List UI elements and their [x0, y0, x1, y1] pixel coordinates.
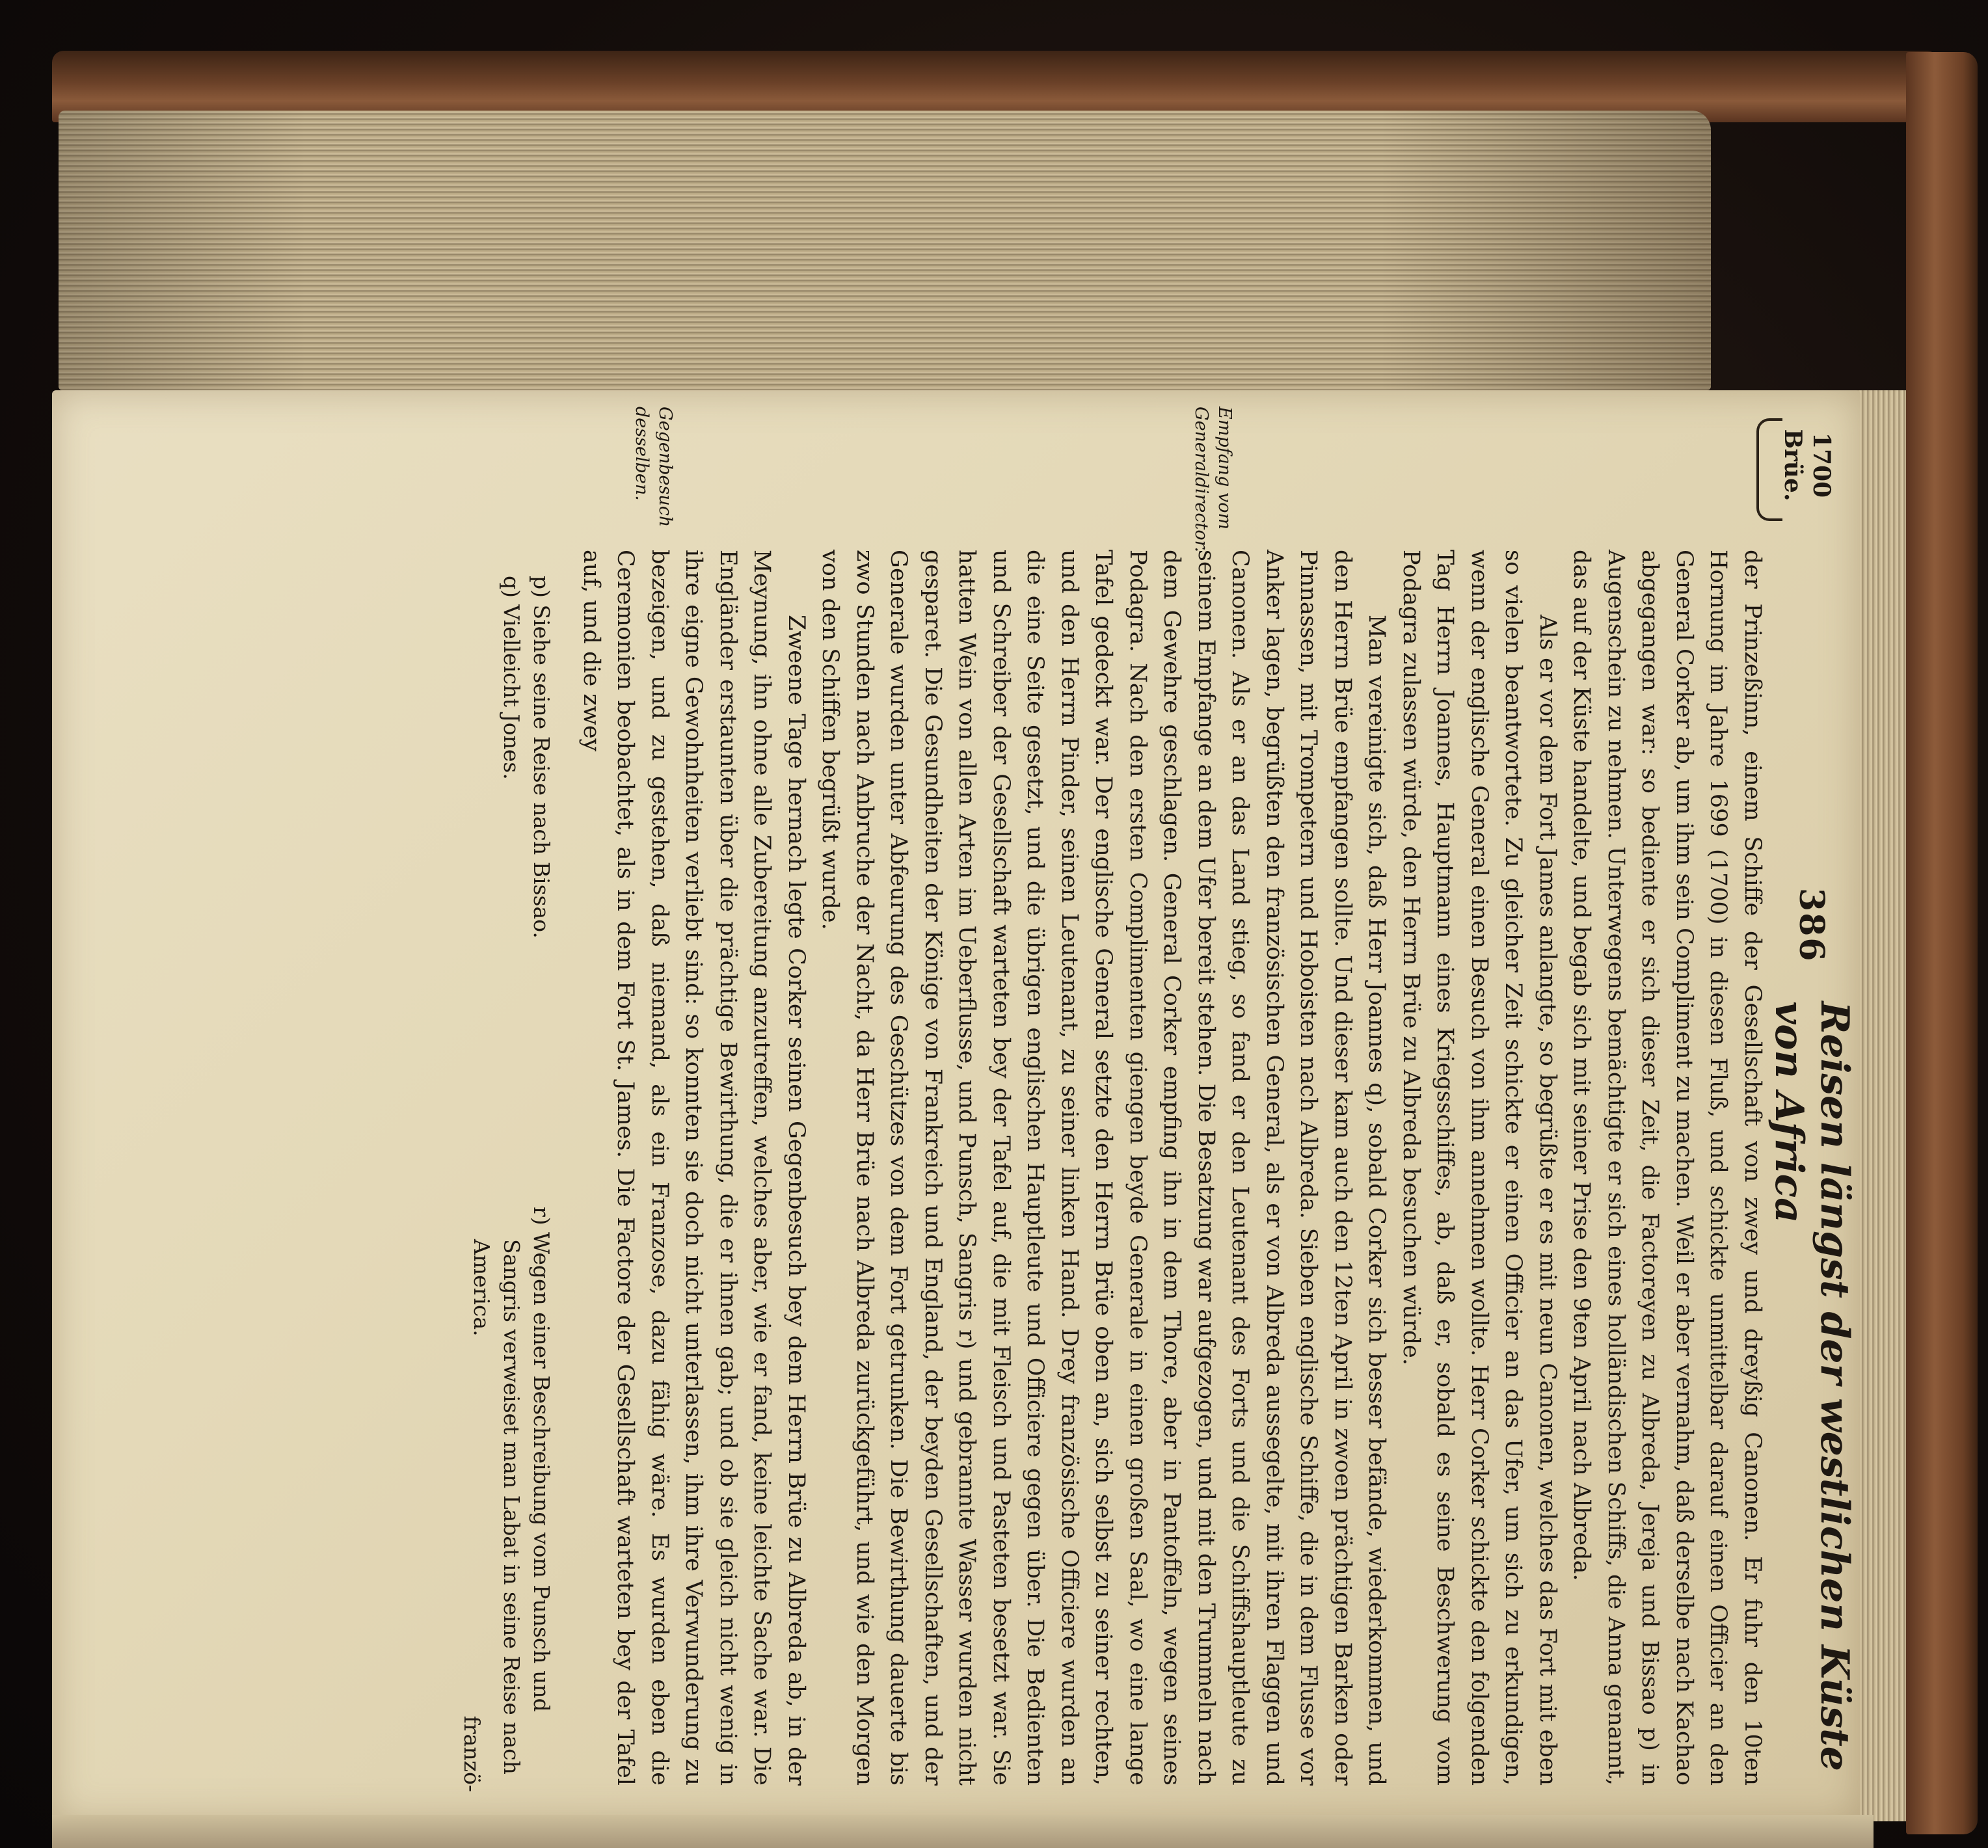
footnotes-left	[496, 576, 556, 1161]
footnote-q: q) Vielleicht Jones.	[499, 576, 524, 780]
catchword: franzö-	[459, 1715, 485, 1792]
paragraph-2: Als er vor dem Fort James anlangte, so begrüßte er es mit neun Canonen, welches das Fort mit eben so vielen beantwortete. Zu gleicher Zeit schickte er einen Officier an das Ufer, um sich zu erkundigen, wenn der englische General einen Besuch von ihm annehmen wollte. Herr Corker schickte den folgenden Tag Herrn Joannes, Hauptmann eines Kriegsschiffes, ab, daß er, sobald es seine Beschwerung vom Podagra zulassen würde, den Herrn Brüe zu Albreda besuchen würde.	[1398, 550, 1561, 1786]
paragraph-1: der Prinzeßinn, einem Schiffe der Gesellschaft von zwey und dreyßig Canonen. Er fuhr den 10ten Hornung im Jahre 1699 (1700) in diesen Fluß, und schickte unmittelbar darauf einen Officier an den General Corker ab, um ihm sein Compliment zu machen. Weil er aber vernahm, daß derselbe nach Kachao abgegangen war: so bediente er sich dieser Zeit, die Factoreyen zu Albreda, Jereja und Bissao p) in Augenschein zu nehmen. Unterwegens bemächtigte er sich eines holländischen Schiffs, die Anna genannt, das auf der Küste handelte, und begab sich mit seiner Prise den 9ten April nach Albreda.	[1568, 550, 1766, 1786]
book-cover-right-edge	[1906, 52, 1978, 1834]
margin-brace	[1756, 418, 1782, 521]
footnotes-right	[466, 1207, 556, 1792]
page-header	[1766, 888, 1857, 1799]
running-title: Reisen längst der westlichen Küste von Africa	[1766, 1001, 1857, 1771]
margin-note-reception: Empfang vom Generaldirector.	[1191, 407, 1235, 553]
page-edges-shadow	[59, 111, 1711, 390]
paragraph-4: Zweene Tage hernach legte Corker seinen Gegenbesuch bey dem Herrn Brüe zu Albreda ab, in der Meynung, ihn ohne alle Zubereitung anzutreffen, welches aber, wie er fand, keine leichte Sache war. Die Engländer erstaunten über die prächtige Bewirthung, die er ihnen gab; und ob sie gleich nicht wenig in ihre eigne Gewohnheiten verliebt sind: so konnten sie doch nicht unterlassen, ihm ihre Verwunderung zu bezeigen, und zu gestehen, daß niemand, als ein Franzose, dazu fähig wäre. Es wurden eben die Ceremonien beobachtet, als in dem Fort St. James. Die Factore der Gesellschaft warteten bey der Tafel auf, und die zwey	[578, 550, 809, 1786]
footnote-r-line2: Sangris verweiset man Labat in seine Reise nach America.	[469, 1239, 524, 1774]
footnote-p: p) Siehe seine Reise nach Bissao.	[529, 576, 554, 939]
paragraph-3: Man vereinigte sich, daß Herr Joannes q), sobald Corker sich besser befände, wiederkommen, und den Herrn Brüe empfangen sollte. Und dieser kam auch den 12ten April in zwoen prächtigen Barken oder Pinnassen, mit Trompetern und Hoboisten nach Albreda. Sieben englische Schiffe, die in dem Flusse vor Anker lagen, begrüßten den französischen General, als er von Albreda aussegelte, mit ihren Flaggen und Canonen. Als er an das Land stieg, so fand er den Leutenant des Forts und die Schiffshauptleute zu seinem Empfange an dem Ufer bereit stehen. Die Besatzung war aufgezogen, und mit den Trummeln nach dem Gewehre geschlagen. General Corker empfing ihn in dem Thore, aber in Pantoffeln, wegen seines Podagra. Nach den ersten Complimenten giengen beyde Generale in einen großen Saal, wo eine lange Tafel gedeckt war. Der englische General setzte den Herrn Brüe oben an, sich selbst zu seiner rechten, und den Herrn Pinder, seinen Leutenant, zu seiner linken Hand. Drey französische Officiere wurden an die eine Seite gesetzt, und die übrigen englischen Hauptleute und Officiere gegen über. Die Bedienten und Schreiber der Gesellschaft warteten bey der Tafel auf, die mit Fleisch und Pasteten besetzt war. Sie hatten Wein von allen Arten im Ueberflusse, und Punsch, Sangris r) und gebrannte Wasser wurden nicht gesparet. Die Gesundheiten der Könige von Frankreich und England, der beyden Gesellschaften, und der Generale wurden unter Abfeurung des Geschützes von dem Fort getrunken. Die Bewirthung dauerte bis zwo Stunden nach Anbruche der Nacht, da Herr Brüe nach Albreda zurückgeführt, und wie den Morgen von den Schiffen begrüßt wurde.	[817, 550, 1390, 1786]
page-number: 386	[1792, 888, 1832, 963]
next-page-strip	[52, 1815, 1874, 1848]
margin-year-author	[1779, 407, 1836, 524]
margin-year: 1700	[1808, 432, 1835, 498]
margin-note-return-visit: Gegenbesuch desselben.	[632, 407, 675, 528]
page-content	[117, 407, 1857, 1799]
footnote-r-line1: r) Wegen einer Beschreibung vom Punsch und	[529, 1207, 554, 1712]
margin-author: Brüe.	[1779, 429, 1807, 502]
body-text	[574, 550, 1770, 1786]
stacked-page-edges-right	[1854, 390, 1906, 1821]
